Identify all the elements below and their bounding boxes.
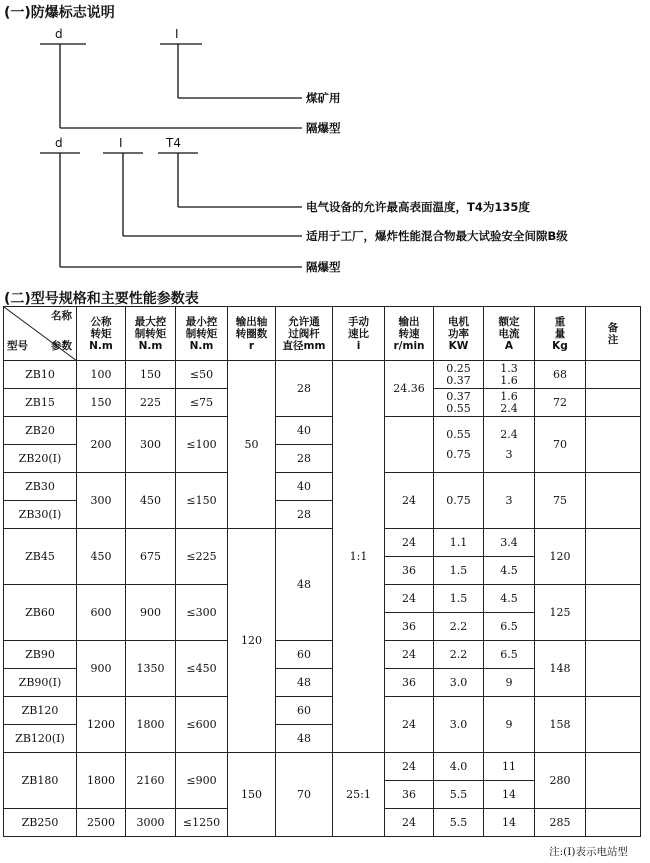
cell-stem-diameter: 60 <box>276 697 333 725</box>
cell-model: ZB180 <box>4 753 77 809</box>
cell-motor-power: 3.0 <box>434 669 484 697</box>
cell-remarks <box>586 753 641 809</box>
corner-model: 型号 <box>7 340 28 352</box>
cell-motor-power: 3.0 <box>434 697 484 753</box>
header-manual-ratio: 手动 速比 i <box>333 307 385 361</box>
cell-min-torque: ≤100 <box>176 417 228 473</box>
cell-stem-diameter: 60 <box>276 641 333 669</box>
cell-stem-diameter: 70 <box>276 753 333 837</box>
cell-min-torque: ≤50 <box>176 361 228 389</box>
table-row <box>4 361 641 389</box>
cell-current: 3.4 <box>484 529 535 557</box>
cell-motor-power: 5.5 <box>434 781 484 809</box>
cell-output-speed: 24 <box>385 529 434 557</box>
cell-weight: 70 <box>535 417 586 473</box>
cell-torque: 100 <box>77 361 126 389</box>
cell-output-speed: 24 <box>385 753 434 781</box>
cell-model: ZB120 <box>4 697 77 725</box>
cell-current: 14 <box>484 809 535 837</box>
cell-max-torque: 3000 <box>126 809 176 837</box>
spec-table <box>3 306 641 837</box>
header-output-speed: 输出 转速 r/min <box>385 307 434 361</box>
code-d: d <box>55 27 63 41</box>
cell-output-speed: 36 <box>385 613 434 641</box>
cell-model: ZB120(I) <box>4 725 77 753</box>
cell-current: 2.4 3 <box>484 417 535 473</box>
header-weight: 重 量 Kg <box>535 307 586 361</box>
cell-motor-power: 1.1 <box>434 529 484 557</box>
header-motor-power: 电机 功率 KW <box>434 307 484 361</box>
code-d: d <box>55 136 63 150</box>
cell-stem-diameter: 48 <box>276 529 333 641</box>
cell-remarks <box>586 585 641 641</box>
cell-torque: 900 <box>77 641 126 697</box>
cell-model: ZB20(I) <box>4 445 77 473</box>
cell-model: ZB15 <box>4 389 77 417</box>
cell-output-speed: 24 <box>385 697 434 753</box>
cell-stem-diameter: 40 <box>276 417 333 445</box>
corner-param: 参数 <box>51 340 72 352</box>
cell-stem-diameter: 48 <box>276 669 333 697</box>
section1-title: (一)防爆标志说明 <box>4 5 115 21</box>
cell-max-torque: 300 <box>126 417 176 473</box>
cell-max-torque: 2160 <box>126 753 176 809</box>
cell-model: ZB90 <box>4 641 77 669</box>
cell-max-torque: 1350 <box>126 641 176 697</box>
label-temperature: 电气设备的允许最高表面温度，T4为135度 <box>306 200 530 214</box>
cell-remarks <box>586 809 641 837</box>
cell-motor-power: 0.75 <box>434 473 484 529</box>
cell-current: 14 <box>484 781 535 809</box>
cell-output-speed: 36 <box>385 669 434 697</box>
code-i: I <box>119 136 123 150</box>
cell-model: ZB10 <box>4 361 77 389</box>
cell-remarks <box>586 389 641 417</box>
cell-motor-power: 2.2 <box>434 613 484 641</box>
cell-min-torque: ≤150 <box>176 473 228 529</box>
cell-torque: 200 <box>77 417 126 473</box>
mark-diagram-a <box>40 27 341 135</box>
corner-name: 名称 <box>51 310 72 322</box>
cell-current: 1.3 1.6 <box>484 361 535 389</box>
cell-output-speed: 24.36 <box>385 361 434 417</box>
cell-motor-power: 4.0 <box>434 753 484 781</box>
cell-stem-diameter: 40 <box>276 473 333 501</box>
cell-motor-power: 0.25 0.37 <box>434 361 484 389</box>
explosion-proof-mark-diagram <box>0 0 650 300</box>
header-nominal-torque: 公称 转矩 N.m <box>77 307 126 361</box>
cell-min-torque: ≤75 <box>176 389 228 417</box>
cell-stem-diameter: 48 <box>276 725 333 753</box>
cell-remarks <box>586 641 641 697</box>
cell-weight: 125 <box>535 585 586 641</box>
cell-remarks <box>586 361 641 389</box>
section2-title: (二)型号规格和主要性能参数表 <box>4 291 199 307</box>
cell-min-torque: ≤1250 <box>176 809 228 837</box>
cell-weight: 120 <box>535 529 586 585</box>
cell-torque: 1200 <box>77 697 126 753</box>
cell-remarks <box>586 697 641 753</box>
cell-torque: 600 <box>77 585 126 641</box>
cell-current: 3 <box>484 473 535 529</box>
cell-max-torque: 225 <box>126 389 176 417</box>
cell-torque: 150 <box>77 389 126 417</box>
cell-model: ZB90(I) <box>4 669 77 697</box>
label-flameproof: 隔爆型 <box>306 260 341 274</box>
cell-max-torque: 1800 <box>126 697 176 753</box>
cell-max-torque: 675 <box>126 529 176 585</box>
cell-turns: 150 <box>228 753 276 837</box>
table-row <box>4 529 641 557</box>
cell-min-torque: ≤600 <box>176 697 228 753</box>
cell-remarks <box>586 473 641 529</box>
cell-current: 4.5 <box>484 585 535 613</box>
table-header-row <box>4 307 641 361</box>
cell-current: 11 <box>484 753 535 781</box>
cell-weight: 280 <box>535 753 586 809</box>
cell-weight: 75 <box>535 473 586 529</box>
cell-model: ZB60 <box>4 585 77 641</box>
cell-manual-ratio: 25:1 <box>333 753 385 837</box>
cell-weight: 158 <box>535 697 586 753</box>
cell-torque: 450 <box>77 529 126 585</box>
cell-output-speed: 24 <box>385 809 434 837</box>
header-remarks: 备 注 <box>586 307 641 361</box>
cell-max-torque: 150 <box>126 361 176 389</box>
cell-torque: 300 <box>77 473 126 529</box>
cell-motor-power: 1.5 <box>434 585 484 613</box>
cell-model: ZB20 <box>4 417 77 445</box>
cell-current: 4.5 <box>484 557 535 585</box>
mark-diagram-b <box>40 136 568 274</box>
cell-model: ZB30(I) <box>4 501 77 529</box>
cell-output-speed: 36 <box>385 781 434 809</box>
cell-min-torque: ≤900 <box>176 753 228 809</box>
cell-model: ZB250 <box>4 809 77 837</box>
header-max-torque: 最大控 制转矩 N.m <box>126 307 176 361</box>
cell-model: ZB30 <box>4 473 77 501</box>
cell-remarks <box>586 417 641 473</box>
cell-min-torque: ≤450 <box>176 641 228 697</box>
cell-min-torque: ≤225 <box>176 529 228 585</box>
cell-torque: 2500 <box>77 809 126 837</box>
cell-torque: 1800 <box>77 753 126 809</box>
cell-weight: 72 <box>535 389 586 417</box>
table-row <box>4 641 641 669</box>
cell-motor-power: 2.2 <box>434 641 484 669</box>
cell-weight: 285 <box>535 809 586 837</box>
cell-manual-ratio: 1:1 <box>333 361 385 753</box>
cell-current: 6.5 <box>484 641 535 669</box>
code-t4: T4 <box>166 136 181 150</box>
cell-current: 9 <box>484 697 535 753</box>
cell-stem-diameter: 28 <box>276 361 333 417</box>
label-factory: 适用于工厂，爆炸性能混合物最大试验安全间隙B级 <box>306 229 568 243</box>
cell-output-speed: 24 <box>385 473 434 529</box>
cell-motor-power: 0.55 0.75 <box>434 417 484 473</box>
cell-model: ZB45 <box>4 529 77 585</box>
cell-motor-power: 1.5 <box>434 557 484 585</box>
cell-current: 6.5 <box>484 613 535 641</box>
header-rated-current: 额定 电流 A <box>484 307 535 361</box>
header-output-turns: 输出轴 转圈数 r <box>228 307 276 361</box>
cell-output-speed: 36 <box>385 557 434 585</box>
cell-max-torque: 900 <box>126 585 176 641</box>
code-i: I <box>175 27 179 41</box>
cell-max-torque: 450 <box>126 473 176 529</box>
cell-current: 1.6 2.4 <box>484 389 535 417</box>
cell-stem-diameter: 28 <box>276 445 333 473</box>
cell-weight: 148 <box>535 641 586 697</box>
cell-weight: 68 <box>535 361 586 389</box>
table-row <box>4 697 641 725</box>
footnote: 注:(I)表示电站型 <box>549 846 628 858</box>
header-min-torque: 最小控 制转矩 N.m <box>176 307 228 361</box>
cell-output-speed: 24 <box>385 641 434 669</box>
cell-stem-diameter: 28 <box>276 501 333 529</box>
cell-remarks <box>586 529 641 585</box>
table-row <box>4 417 641 445</box>
header-stem-diameter: 允许通 过阀杆 直径mm <box>276 307 333 361</box>
cell-motor-power: 0.37 0.55 <box>434 389 484 417</box>
header-corner <box>4 307 77 361</box>
cell-output-speed <box>385 417 434 473</box>
cell-motor-power: 5.5 <box>434 809 484 837</box>
cell-turns: 120 <box>228 529 276 753</box>
cell-output-speed: 24 <box>385 585 434 613</box>
cell-min-torque: ≤300 <box>176 585 228 641</box>
cell-current: 9 <box>484 669 535 697</box>
label-flameproof: 隔爆型 <box>306 121 341 135</box>
table-row <box>4 753 641 781</box>
table-row <box>4 473 641 501</box>
cell-turns: 50 <box>228 361 276 529</box>
label-coal-mine: 煤矿用 <box>306 91 341 105</box>
